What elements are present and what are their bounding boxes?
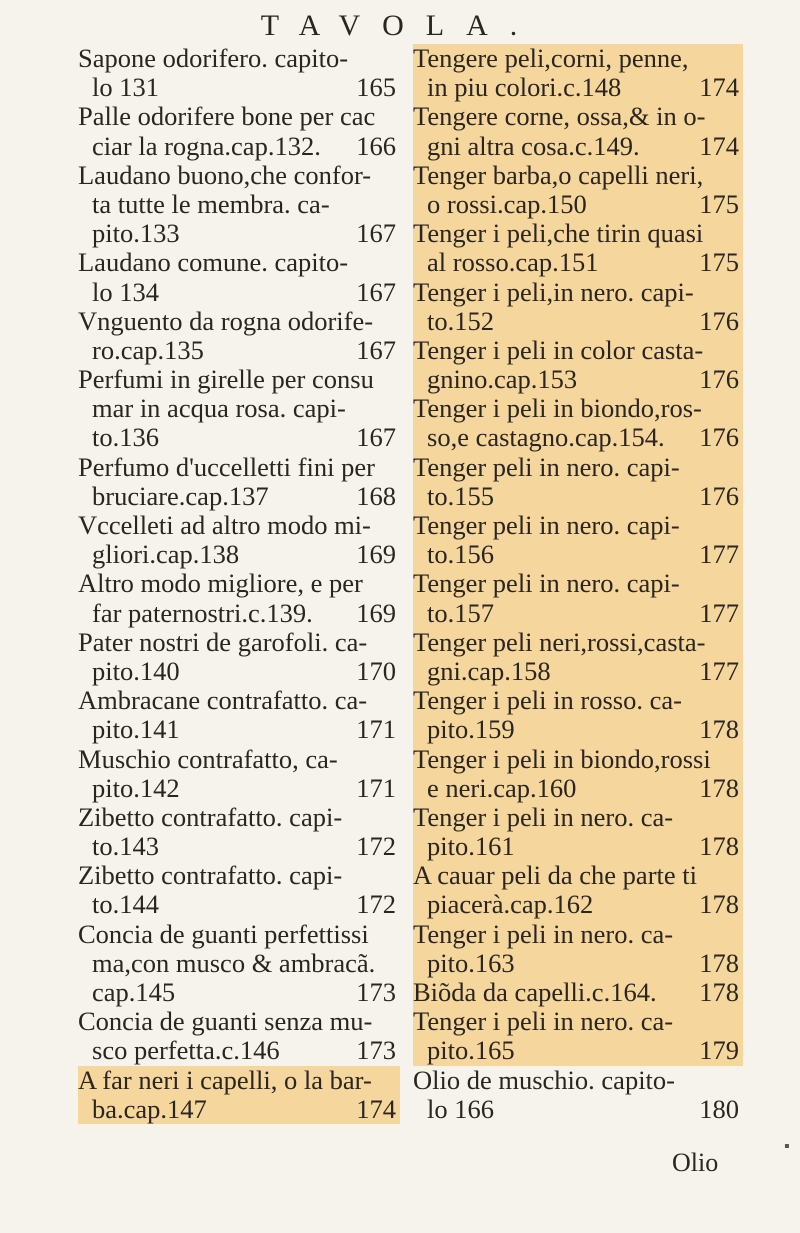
entry-text: Concia de guanti perfettissi <box>78 918 369 949</box>
index-entry <box>78 861 400 919</box>
entry-text: far paternostri.c.139. <box>92 597 313 628</box>
entry-text: Tengere peli,corni, penne, <box>413 43 689 73</box>
entry-line <box>413 132 743 161</box>
entry-line <box>413 628 743 657</box>
entry-line <box>78 336 400 365</box>
entry-text: bruciare.cap.137 <box>92 480 269 511</box>
entry-line <box>413 1007 743 1036</box>
index-entry <box>78 628 400 686</box>
entry-text: Tenger i peli in biondo,ros- <box>413 393 702 424</box>
entry-text: al rosso.cap.151 <box>427 247 599 278</box>
page-number: 177 <box>699 539 739 570</box>
page-number: 178 <box>699 831 739 862</box>
entry-line <box>78 540 400 569</box>
page-number: 178 <box>699 714 739 745</box>
entry-text: to.152 <box>427 305 494 336</box>
entry-line <box>78 599 400 628</box>
entry-text: Perfumi in girelle per consu <box>78 364 374 395</box>
page-number: 174 <box>699 130 739 161</box>
entry-line <box>78 774 400 803</box>
entry-line <box>78 832 400 861</box>
entry-line <box>413 219 743 248</box>
index-entry <box>78 803 400 861</box>
entry-text: gni altra cosa.c.149. <box>427 130 640 161</box>
entry-line <box>78 102 400 131</box>
index-entry <box>413 219 743 277</box>
page-number: 178 <box>699 947 739 978</box>
entry-line <box>78 219 400 248</box>
index-entry <box>413 745 743 803</box>
page-number: 175 <box>699 247 739 278</box>
index-entry <box>78 248 400 306</box>
page-number: 178 <box>699 977 739 1007</box>
index-entry <box>78 1066 400 1124</box>
entry-text: Tenger i peli in nero. ca- <box>413 801 674 832</box>
entry-text: pito.142 <box>92 772 180 803</box>
catch-word: Olio <box>672 1148 719 1177</box>
page-number: 178 <box>699 889 739 920</box>
page-number: 175 <box>699 188 739 219</box>
entry-line <box>413 1095 743 1124</box>
entry-line <box>78 1007 400 1036</box>
entry-text: A cauar peli da che parte ti <box>413 860 697 891</box>
index-entry <box>413 978 743 1007</box>
entry-text: to.136 <box>92 422 159 453</box>
entry-line <box>78 44 400 73</box>
index-entry <box>413 1066 743 1124</box>
entry-text: cap.145 <box>92 977 176 1007</box>
entry-text: pito.163 <box>427 947 515 978</box>
entry-line <box>413 949 743 978</box>
entry-line <box>413 861 743 890</box>
index-entry <box>78 686 400 744</box>
entry-text: Tenger i peli,che tirin quasi <box>413 218 704 249</box>
entry-text: Tenger barba,o capelli neri, <box>413 159 704 190</box>
entry-line <box>413 482 743 511</box>
entry-line <box>413 44 743 73</box>
entry-line <box>413 715 743 744</box>
entry-text: to.143 <box>92 831 159 862</box>
page-number: 180 <box>699 1093 739 1124</box>
page-number: 167 <box>356 276 396 307</box>
entry-line <box>413 890 743 919</box>
index-entry <box>413 511 743 569</box>
entry-line <box>78 657 400 686</box>
page-number: 166 <box>356 130 396 161</box>
entry-text: so,e castagno.cap.154. <box>427 422 665 453</box>
page-number: 172 <box>356 889 396 920</box>
entry-text: to.156 <box>427 539 494 570</box>
index-entry <box>78 511 400 569</box>
entry-text: Vccelleti ad altro modo mi- <box>78 510 371 540</box>
index-entry <box>413 453 743 511</box>
index-entry <box>413 861 743 919</box>
page-number: 176 <box>699 305 739 336</box>
entry-line <box>413 832 743 861</box>
page-number: 171 <box>356 772 396 803</box>
page-number: 172 <box>356 831 396 862</box>
index-entry <box>413 44 743 102</box>
entry-text: to.144 <box>92 889 159 920</box>
index-entry <box>78 365 400 453</box>
index-entry <box>78 745 400 803</box>
entry-text: pito.133 <box>92 218 180 249</box>
entry-line <box>413 365 743 394</box>
entry-text: Tenger i peli in color casta- <box>413 334 704 365</box>
entry-line <box>413 161 743 190</box>
entry-line <box>413 745 743 774</box>
index-column-right <box>413 44 743 1124</box>
entry-line <box>78 1066 400 1095</box>
entry-line <box>413 73 743 102</box>
page-number: 174 <box>356 1093 396 1124</box>
entry-line <box>413 686 743 715</box>
entry-line <box>413 248 743 277</box>
index-entry <box>78 44 400 102</box>
entry-line <box>78 161 400 190</box>
page-number: 173 <box>356 1035 396 1066</box>
page-number: 173 <box>356 977 396 1007</box>
entry-text: pito.161 <box>427 831 515 862</box>
index-entry <box>413 1007 743 1065</box>
page-number: 167 <box>356 422 396 453</box>
entry-text: piacerà.cap.162 <box>427 889 594 920</box>
page-edge-mark: ▪ <box>784 1138 790 1155</box>
entry-line <box>78 628 400 657</box>
entry-text: ma,con musco & ambracã. <box>92 947 376 978</box>
entry-line <box>413 102 743 131</box>
entry-line <box>78 394 400 423</box>
entry-text: gliori.cap.138 <box>92 539 240 570</box>
entry-text: lo 166 <box>427 1093 494 1124</box>
index-entry <box>413 161 743 219</box>
index-entry <box>78 307 400 365</box>
page-number: 174 <box>699 72 739 103</box>
entry-text: Tenger i peli in rosso. ca- <box>413 685 682 716</box>
entry-line <box>78 745 400 774</box>
entry-line <box>413 511 743 540</box>
entry-text: Tenger peli in nero. capi- <box>413 510 680 540</box>
page-number: 177 <box>699 597 739 628</box>
page-number: 165 <box>356 72 396 103</box>
entry-line <box>78 715 400 744</box>
entry-line <box>78 278 400 307</box>
entry-text: e neri.cap.160 <box>427 772 577 803</box>
entry-line <box>78 920 400 949</box>
entry-line <box>413 774 743 803</box>
page-number: 167 <box>356 218 396 249</box>
entry-text: to.157 <box>427 597 494 628</box>
entry-text: Tenger i peli in nero. ca- <box>413 1006 674 1037</box>
entry-text: Tenger peli in nero. capi- <box>413 568 680 599</box>
page-number: 176 <box>699 480 739 511</box>
page-number: 179 <box>699 1035 739 1066</box>
index-entry <box>78 102 400 160</box>
entry-text: Tenger i peli,in nero. capi- <box>413 276 694 307</box>
entry-line <box>78 861 400 890</box>
index-entry <box>78 569 400 627</box>
entry-line <box>413 803 743 832</box>
entry-line <box>413 540 743 569</box>
entry-text: Tengere corne, ossa,& in o- <box>413 101 706 132</box>
entry-line <box>78 803 400 832</box>
entry-text: Tenger peli in nero. capi- <box>413 451 680 482</box>
index-entry <box>413 102 743 160</box>
entry-text: o rossi.cap.150 <box>427 188 587 219</box>
page-number: 176 <box>699 364 739 395</box>
entry-line <box>78 190 400 219</box>
entry-line <box>78 890 400 919</box>
entry-line <box>78 453 400 482</box>
entry-line <box>413 978 743 1007</box>
entry-text: pito.140 <box>92 655 180 686</box>
entry-text: pito.165 <box>427 1035 515 1066</box>
entry-text: Zibetto contrafatto. capi- <box>78 801 343 832</box>
index-entry <box>413 336 743 394</box>
index-entry <box>78 1007 400 1065</box>
entry-line <box>413 920 743 949</box>
index-entry <box>78 920 400 1008</box>
entry-text: Perfumo d'uccelletti fini per <box>78 451 375 482</box>
entry-line <box>413 599 743 628</box>
index-entry <box>413 628 743 686</box>
entry-text: Tenger i peli in biondo,rossi <box>413 743 711 774</box>
entry-line <box>78 1036 400 1065</box>
page-number: 170 <box>356 655 396 686</box>
page-number: 168 <box>356 480 396 511</box>
entry-text: ba.cap.147 <box>92 1093 207 1124</box>
entry-text: ro.cap.135 <box>92 334 204 365</box>
entry-line <box>78 1095 400 1124</box>
entry-line <box>78 482 400 511</box>
entry-text: Biõda da capelli.c.164. <box>413 977 657 1007</box>
entry-text: pito.141 <box>92 714 180 745</box>
entry-line <box>78 423 400 452</box>
entry-line <box>413 307 743 336</box>
entry-line <box>78 978 400 1007</box>
entry-line <box>413 336 743 365</box>
entry-text: Sapone odorifero. capito- <box>78 43 349 73</box>
entry-line <box>413 190 743 219</box>
entry-text: ta tutte le membra. ca- <box>92 188 330 219</box>
entry-line <box>78 949 400 978</box>
index-entry <box>413 278 743 336</box>
page-number: 171 <box>356 714 396 745</box>
page-number: 169 <box>356 597 396 628</box>
index-entry <box>413 686 743 744</box>
entry-line <box>78 248 400 277</box>
page-number: 177 <box>699 655 739 686</box>
entry-text: Ambracane contrafatto. ca- <box>78 685 368 716</box>
page-title: TAVOLA. <box>260 9 540 42</box>
entry-text: in piu colori.c.148 <box>427 72 622 103</box>
page-number: 178 <box>699 772 739 803</box>
entry-line <box>413 453 743 482</box>
page-number: 167 <box>356 334 396 365</box>
entry-text: lo 131 <box>92 72 159 103</box>
entry-line <box>78 307 400 336</box>
index-entry <box>78 453 400 511</box>
entry-line <box>413 657 743 686</box>
entry-text: gnino.cap.153 <box>427 364 578 395</box>
entry-text: Palle odorifere bone per cac <box>78 101 376 132</box>
entry-line <box>413 1066 743 1095</box>
entry-line <box>78 132 400 161</box>
page-number: 176 <box>699 422 739 453</box>
entry-line <box>78 686 400 715</box>
entry-text: A far neri i capelli, o la bar- <box>78 1064 372 1095</box>
index-column-left <box>78 44 400 1124</box>
entry-text: to.155 <box>427 480 494 511</box>
entry-line <box>413 278 743 307</box>
entry-line <box>78 73 400 102</box>
entry-line <box>413 394 743 423</box>
entry-text: Olio de muschio. capito- <box>413 1064 675 1095</box>
entry-text: Altro modo migliore, e per <box>78 568 363 599</box>
entry-text: sco perfetta.c.146 <box>92 1035 280 1066</box>
entry-text: gni.cap.158 <box>427 655 551 686</box>
index-entry <box>413 803 743 861</box>
entry-text: Vnguento da rogna odorife- <box>78 305 374 336</box>
entry-line <box>413 569 743 598</box>
index-entry <box>78 161 400 249</box>
index-entry <box>413 569 743 627</box>
entry-text: Tenger peli neri,rossi,casta- <box>413 626 706 657</box>
entry-text: mar in acqua rosa. capi- <box>92 393 346 424</box>
entry-line <box>413 1036 743 1065</box>
entry-text: Concia de guanti senza mu- <box>78 1006 373 1037</box>
entry-text: Pater nostri de garofoli. ca- <box>78 626 368 657</box>
entry-text: Tenger i peli in nero. ca- <box>413 918 674 949</box>
entry-line <box>78 511 400 540</box>
index-entry <box>413 394 743 452</box>
entry-text: pito.159 <box>427 714 515 745</box>
page-number: 169 <box>356 539 396 570</box>
entry-line <box>78 569 400 598</box>
entry-line <box>413 423 743 452</box>
entry-text: Laudano comune. capito- <box>78 247 349 278</box>
entry-text: ciar la rogna.cap.132. <box>92 130 321 161</box>
entry-text: Muschio contrafatto, ca- <box>78 743 338 774</box>
entry-line <box>78 365 400 394</box>
entry-text: Laudano buono,che confor- <box>78 159 372 190</box>
index-entry <box>413 920 743 978</box>
entry-text: lo 134 <box>92 276 159 307</box>
entry-text: Zibetto contrafatto. capi- <box>78 860 343 891</box>
